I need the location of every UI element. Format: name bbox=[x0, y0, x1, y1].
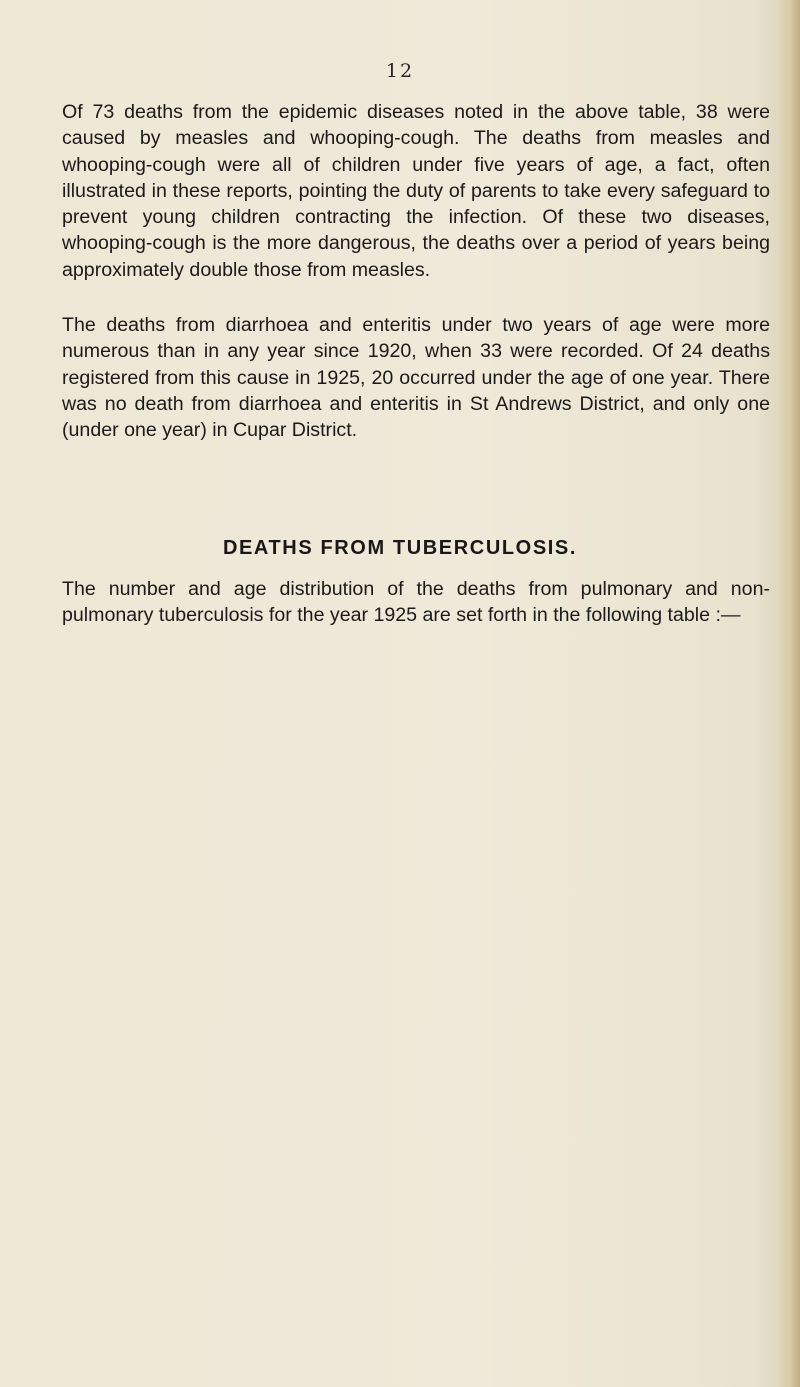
section-heading-tuberculosis: DEATHS FROM TUBERCULOSIS. bbox=[222, 537, 578, 559]
page-edge-shadow bbox=[778, 0, 800, 1387]
paragraph-diarrhoea-enteritis: The deaths from diarrhoea and enteritis under two years of age were more numerous than in any year since 1920, when 33 were recorded. Of 24 deaths registered from this cause in 1925, 20 occurred under the age of one year. There was no death from diarrhoea and enteritis in St Andrews District, and only one (under one year) in Cupar District. bbox=[62, 314, 770, 442]
paragraph-epidemic-diseases: Of 73 deaths from the epidemic diseases noted in the above table, 38 were caused by measles and whooping-cough. The deaths from measles and whooping-cough were all of children under five years of age, a fact, often illustrated in these reports, pointing the duty of parents to take every safeguard to prevent young children contracting the infection. Of these two diseases, whooping-cough is the more dangerous, the deaths over a period of years being approximately double those from measles. bbox=[62, 101, 770, 281]
page-number: 12 bbox=[385, 60, 415, 82]
paragraph-tuberculosis-intro: The number and age distribution of the deaths from pulmonary and non-pulmonary tuberculosis for the year 1925 are set forth in the following table :— bbox=[62, 578, 770, 627]
